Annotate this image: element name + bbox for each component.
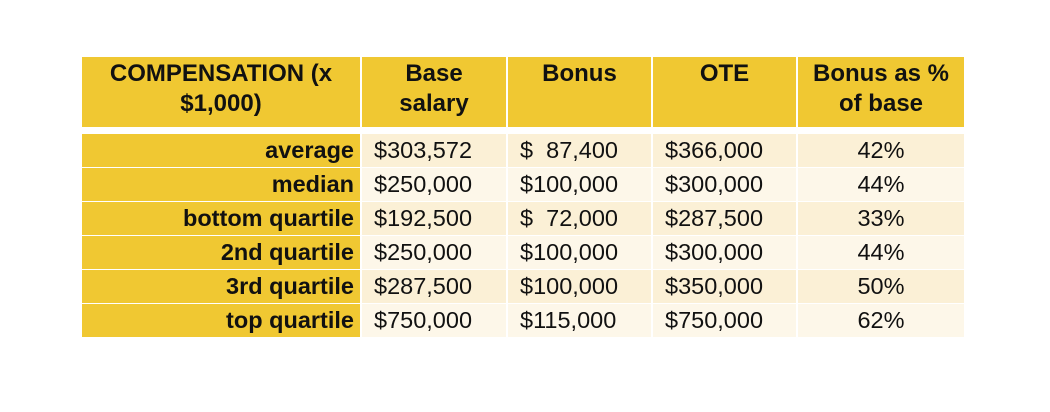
base-salary-cell: $250,000 [361, 168, 507, 202]
row-label: top quartile [82, 304, 361, 338]
table-row [82, 236, 964, 270]
base-salary-cell: $250,000 [361, 236, 507, 270]
bonus-cell: $115,000 [507, 304, 652, 338]
bonus-pct-cell: 42% [797, 134, 964, 168]
compensation-table-container [82, 57, 964, 338]
bonus-pct-cell: 50% [797, 270, 964, 304]
compensation-table [82, 57, 964, 338]
row-label: bottom quartile [82, 202, 361, 236]
bonus-cell: $100,000 [507, 168, 652, 202]
ote-cell: $366,000 [652, 134, 797, 168]
header-bonus: Bonus [507, 57, 652, 127]
ote-cell: $750,000 [652, 304, 797, 338]
row-label: median [82, 168, 361, 202]
table-row [82, 168, 964, 202]
row-label: average [82, 134, 361, 168]
base-salary-cell: $192,500 [361, 202, 507, 236]
ote-cell: $350,000 [652, 270, 797, 304]
table-row [82, 202, 964, 236]
bonus-cell: $100,000 [507, 236, 652, 270]
row-label: 3rd quartile [82, 270, 361, 304]
base-salary-cell: $287,500 [361, 270, 507, 304]
header-compensation: COMPENSATION (x $1,000) [82, 57, 361, 127]
bonus-pct-cell: 33% [797, 202, 964, 236]
bonus-cell: $ 72,000 [507, 202, 652, 236]
bonus-cell: $ 87,400 [507, 134, 652, 168]
bonus-pct-cell: 44% [797, 168, 964, 202]
header-base-salary: Base salary [361, 57, 507, 127]
base-salary-cell: $303,572 [361, 134, 507, 168]
base-salary-cell: $750,000 [361, 304, 507, 338]
row-label: 2nd quartile [82, 236, 361, 270]
header-row [82, 57, 964, 127]
ote-cell: $287,500 [652, 202, 797, 236]
bonus-cell: $100,000 [507, 270, 652, 304]
table-row [82, 304, 964, 338]
table-row [82, 270, 964, 304]
header-bonus-pct: Bonus as % of base [797, 57, 964, 127]
ote-cell: $300,000 [652, 168, 797, 202]
table-row [82, 134, 964, 168]
bonus-pct-cell: 62% [797, 304, 964, 338]
header-ote: OTE [652, 57, 797, 127]
ote-cell: $300,000 [652, 236, 797, 270]
bonus-pct-cell: 44% [797, 236, 964, 270]
